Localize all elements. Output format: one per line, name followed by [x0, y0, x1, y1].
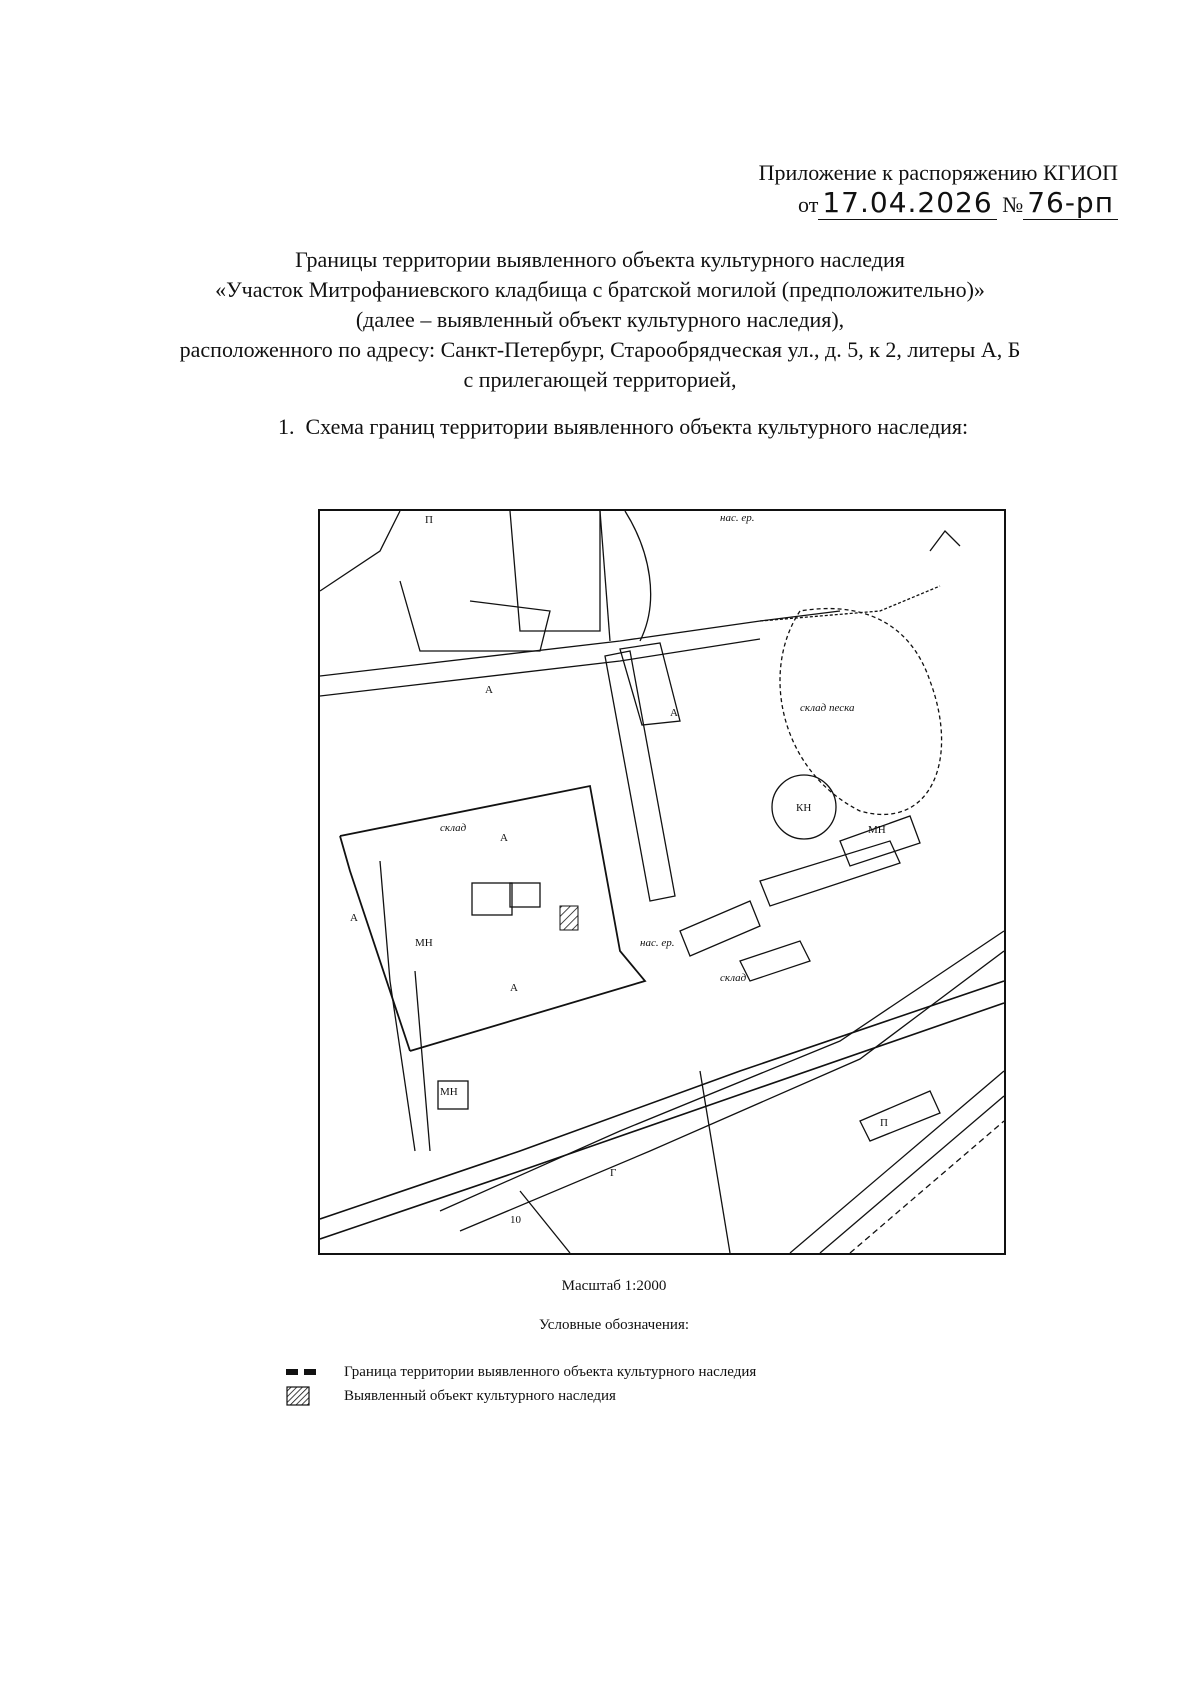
building [605, 651, 675, 901]
document-title [120, 245, 1080, 395]
map-line [320, 511, 400, 591]
header-line1: Приложение к распоряжению КГИОП [758, 160, 1118, 185]
map-line [510, 511, 600, 631]
map-label: А [510, 982, 518, 994]
hatched-square-icon [286, 1386, 322, 1406]
title-line3: (далее – выявленный объект культурного наследия), [355, 307, 845, 332]
map-label: нас. ер. [720, 512, 755, 524]
from-prefix: от [798, 192, 819, 217]
dashed-line-icon [286, 1362, 322, 1382]
map-line [415, 971, 430, 1151]
map-drawing [320, 511, 1004, 1253]
rail-line [790, 1071, 1004, 1253]
road-edge [460, 951, 1004, 1231]
fence-line [760, 586, 940, 621]
boundary-map [318, 509, 1006, 1255]
map-label: МН [868, 824, 886, 836]
building [510, 883, 540, 907]
building [680, 901, 760, 956]
section-label: Схема границ территории выявленного объекта культурного наследия: [305, 414, 969, 439]
map-scale: Масштаб 1:2000 [561, 1278, 667, 1294]
map-line [700, 1071, 730, 1253]
building [740, 941, 810, 981]
map-line [930, 531, 960, 551]
rail-line [820, 1096, 1004, 1253]
title-line2: «Участок Митрофаниевского кладбища с братской могилой (предположительно)» [215, 277, 985, 302]
handwritten-number: 76-рп [1023, 186, 1118, 220]
legend-item-boundary [286, 1360, 756, 1384]
building [860, 1091, 940, 1141]
map-label: КН [796, 802, 812, 814]
map-label: А [500, 832, 508, 844]
legend-item-label: Выявленный объект культурного наследия [344, 1387, 616, 1404]
legend [286, 1360, 756, 1408]
number-prefix: № [1002, 192, 1024, 217]
building [472, 883, 512, 915]
title-line1: Границы территории выявленного объекта культурного наследия [295, 247, 905, 272]
map-line [400, 581, 550, 651]
map-label: А [350, 912, 358, 924]
map-label: П [880, 1117, 888, 1129]
road-edge [320, 1003, 1004, 1239]
map-label: МН [440, 1086, 458, 1098]
map-label: Г [610, 1167, 617, 1179]
map-label: МН [415, 937, 433, 949]
map-label: 10 [510, 1214, 521, 1226]
header-line2 [618, 188, 1118, 220]
map-line [520, 1191, 570, 1253]
legend-item-heritage [286, 1384, 756, 1408]
document-header [618, 158, 1118, 220]
legend-title: Условные обозначения: [538, 1317, 690, 1333]
map-label: склад песка [800, 702, 855, 714]
rail-line [850, 1121, 1004, 1253]
map-label: склад [440, 822, 467, 834]
building [760, 841, 900, 906]
handwritten-date: 17.04.2026 [818, 186, 996, 220]
map-label: П [425, 514, 433, 526]
title-line4: расположенного по адресу: Санкт-Петербург, Старообрядческая ул., д. 5, к 2, литеры А, Б [179, 337, 1021, 362]
canal-edge [625, 511, 651, 641]
title-line5: с прилегающей территорией, [463, 367, 737, 392]
map-line [600, 511, 610, 641]
map-label: нас. ер. [640, 937, 675, 949]
map-line [380, 861, 415, 1151]
map-label: А [670, 707, 678, 719]
road-edge [320, 639, 760, 696]
section-number: 1. [278, 414, 295, 439]
section-heading [278, 414, 968, 440]
legend-item-label: Граница территории выявленного объекта культурного наследия [344, 1363, 757, 1380]
plot-a [340, 836, 410, 1051]
plot-a [340, 786, 645, 1051]
map-label: А [485, 684, 493, 696]
heritage-area [560, 906, 578, 930]
map-label: склад [720, 972, 747, 984]
